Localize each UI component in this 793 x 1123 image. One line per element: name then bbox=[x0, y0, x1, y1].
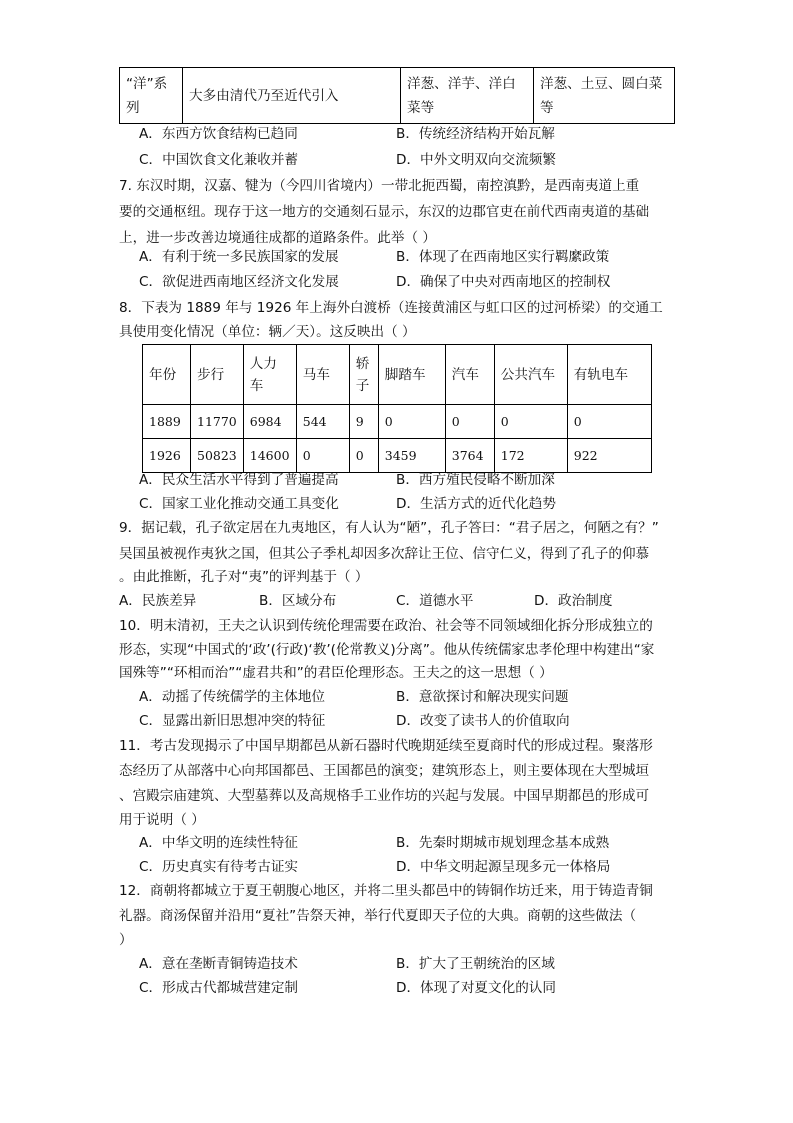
q10-option-b[interactable]: B．意欲探讨和解决现实问题 bbox=[396, 689, 569, 705]
table-cell: 0 bbox=[349, 439, 378, 473]
table-cell: 50823 bbox=[191, 439, 244, 473]
table-cell: 洋葱、土豆、圆白菜等 bbox=[534, 68, 675, 124]
header-cell: 年份 bbox=[143, 345, 191, 405]
q9-option-b[interactable]: B．区域分布 bbox=[259, 593, 337, 609]
q12-option-d[interactable]: D．体现了对夏文化的认同 bbox=[396, 980, 556, 996]
q11-stem-line: 用于说明（ ） bbox=[119, 812, 205, 828]
table-cell: 0 bbox=[494, 405, 567, 439]
q11-stem-line: 11．考古发现揭示了中国早期都邑从新石器时代晚期延续至夏商时代的形成过程。聚落形 bbox=[119, 738, 653, 754]
table-cell: 0 bbox=[567, 405, 651, 439]
q12-stem-line: 12．商朝将都城立于夏王朝腹心地区，并将二里头都邑中的铸铜作坊迁来，用于铸造青铜 bbox=[119, 883, 653, 899]
header-cell: 有轨电车 bbox=[567, 345, 651, 405]
table-cell: 3459 bbox=[378, 439, 445, 473]
q11-stem-line: 、宫殿宗庙建筑、大型墓葬以及高规格手工业作坊的兴起与发展。中国早期都邑的形成可 bbox=[119, 788, 650, 804]
table-cell: 3764 bbox=[445, 439, 494, 473]
q12-stem-line: 礼器。商汤保留并沿用“夏社”告祭天神，举行代夏即天子位的大典。商朝的这些做法（ bbox=[119, 908, 637, 924]
q11-stem-line: 态经历了从部落中心向邦国都邑、王国都邑的演变；建筑形态上，则主要体现在大型城垣 bbox=[119, 763, 650, 779]
table-cell: 1926 bbox=[143, 439, 191, 473]
q6-option-b[interactable]: B．传统经济结构开始瓦解 bbox=[396, 126, 555, 142]
q10-stem-line: 10．明末清初，王夫之认识到传统伦理需要在政治、社会等不同领域细化拆分形成独立的 bbox=[119, 618, 653, 634]
table-row bbox=[120, 68, 675, 124]
q11-option-d[interactable]: D．中华文明起源呈现多元一体格局 bbox=[396, 859, 611, 875]
q7-option-b[interactable]: B．体现了在西南地区实行羁縻政策 bbox=[396, 249, 610, 265]
table-cell: 1889 bbox=[143, 405, 191, 439]
table-cell: 544 bbox=[296, 405, 349, 439]
q9-option-a[interactable]: A．民族差异 bbox=[119, 593, 197, 609]
q6-option-d[interactable]: D．中外文明双向交流频繁 bbox=[396, 152, 556, 168]
header-cell: 轿子 bbox=[349, 345, 378, 405]
q11-option-a[interactable]: A．中华文明的连续性特征 bbox=[139, 835, 298, 851]
q7-stem-line: 要的交通枢纽。现存于这一地方的交通刻石显示，东汉的边郡官吏在前代西南夷道的基础 bbox=[119, 204, 650, 220]
q10-option-d[interactable]: D．改变了读书人的价值取向 bbox=[396, 713, 570, 729]
q7-option-c[interactable]: C．欲促进西南地区经济文化发展 bbox=[139, 274, 339, 290]
q6-option-a[interactable]: A．东西方饮食结构已趋同 bbox=[139, 126, 298, 142]
q8-option-b[interactable]: B．西方殖民侵略不断加深 bbox=[396, 472, 555, 488]
header-cell: 人力车 bbox=[243, 345, 296, 405]
q11-option-c[interactable]: C．历史真实有待考古证实 bbox=[139, 859, 299, 875]
q11-option-b[interactable]: B．先秦时期城市规划理念基本成熟 bbox=[396, 835, 610, 851]
header-cell: 公共汽车 bbox=[494, 345, 567, 405]
q9-stem-line: 9．据记载，孔子欲定居在九夷地区，有人认为“陋”，孔子答曰：“君子居之，何陋之有？” bbox=[119, 520, 659, 536]
q7-option-a[interactable]: A．有利于统一多民族国家的发展 bbox=[139, 249, 339, 265]
q9-option-d[interactable]: D．政治制度 bbox=[534, 593, 613, 609]
table-row bbox=[143, 405, 652, 439]
q8-option-d[interactable]: D．生活方式的近代化趋势 bbox=[396, 496, 556, 512]
q10-option-c[interactable]: C．显露出新旧思想冲突的特征 bbox=[139, 713, 326, 729]
header-cell: 汽车 bbox=[445, 345, 494, 405]
table-cell: 洋葱、洋芋、洋白菜等 bbox=[401, 68, 534, 124]
table-cell: 大多由清代乃至近代引入 bbox=[183, 68, 401, 124]
q6-option-c[interactable]: C．中国饮食文化兼收并蓄 bbox=[139, 152, 299, 168]
q8-option-c[interactable]: C．国家工业化推动交通工具变化 bbox=[139, 496, 339, 512]
header-cell: 马车 bbox=[296, 345, 349, 405]
q9-option-c[interactable]: C．道德水平 bbox=[396, 593, 474, 609]
table-cell: 11770 bbox=[191, 405, 244, 439]
header-cell: 步行 bbox=[191, 345, 244, 405]
table-cell: 9 bbox=[349, 405, 378, 439]
q8-option-a[interactable]: A．民众生活水平得到了普遍提高 bbox=[139, 472, 339, 488]
table-cell: 172 bbox=[494, 439, 567, 473]
q8-stem-line: 8．下表为 1889 年与 1926 年上海外白渡桥（连接黄浦区与虹口区的过河桥梁）的交通工 bbox=[119, 300, 663, 316]
table-cell: “洋”系列 bbox=[120, 68, 183, 124]
table-cell: 0 bbox=[296, 439, 349, 473]
q10-stem-line: 国殊等”“环相而治”“虚君共和”的君臣伦理形态。王夫之的这一思想（ ） bbox=[119, 665, 553, 681]
table-cell: 922 bbox=[567, 439, 651, 473]
header-cell: 脚踏车 bbox=[378, 345, 445, 405]
table-cell: 0 bbox=[378, 405, 445, 439]
q12-option-a[interactable]: A．意在垄断青铜铸造技术 bbox=[139, 956, 298, 972]
q12-option-b[interactable]: B．扩大了王朝统治的区域 bbox=[396, 956, 555, 972]
q12-option-c[interactable]: C．形成古代都城营建定制 bbox=[139, 980, 299, 996]
q7-option-d[interactable]: D．确保了中央对西南地区的控制权 bbox=[396, 274, 611, 290]
table-cell: 14600 bbox=[243, 439, 296, 473]
table-header-row bbox=[143, 345, 652, 405]
q9-stem-line: 。由此推断，孔子对“夷”的评判基于（ ） bbox=[119, 569, 369, 585]
food-origin-table bbox=[119, 67, 675, 124]
q10-stem-line: 形态，实现“中国式的‘政’(行政)‘教’(伦常教义)分离”。他从传统儒家忠孝伦理中构建出“家 bbox=[119, 642, 655, 658]
table-cell: 6984 bbox=[243, 405, 296, 439]
q9-stem-line: 吴国虽被视作夷狄之国，但其公子季札却因多次辞让王位、信守仁义，得到了孔子的仰慕 bbox=[119, 546, 650, 562]
traffic-table bbox=[142, 344, 652, 473]
table-cell: 0 bbox=[445, 405, 494, 439]
q12-stem-line: ） bbox=[119, 932, 133, 948]
q8-stem-line: 具使用变化情况（单位：辆／天）。这反映出（ ） bbox=[119, 324, 416, 340]
q10-option-a[interactable]: A．动摇了传统儒学的主体地位 bbox=[139, 689, 326, 705]
q7-stem-line: 上，进一步改善边境通往成都的道路条件。此举（ ） bbox=[119, 230, 436, 246]
q7-stem-line: 7. 东汉时期，汉嘉、犍为（今四川省境内）一带北扼西蜀，南控滇黔，是西南夷道上重 bbox=[119, 178, 640, 194]
